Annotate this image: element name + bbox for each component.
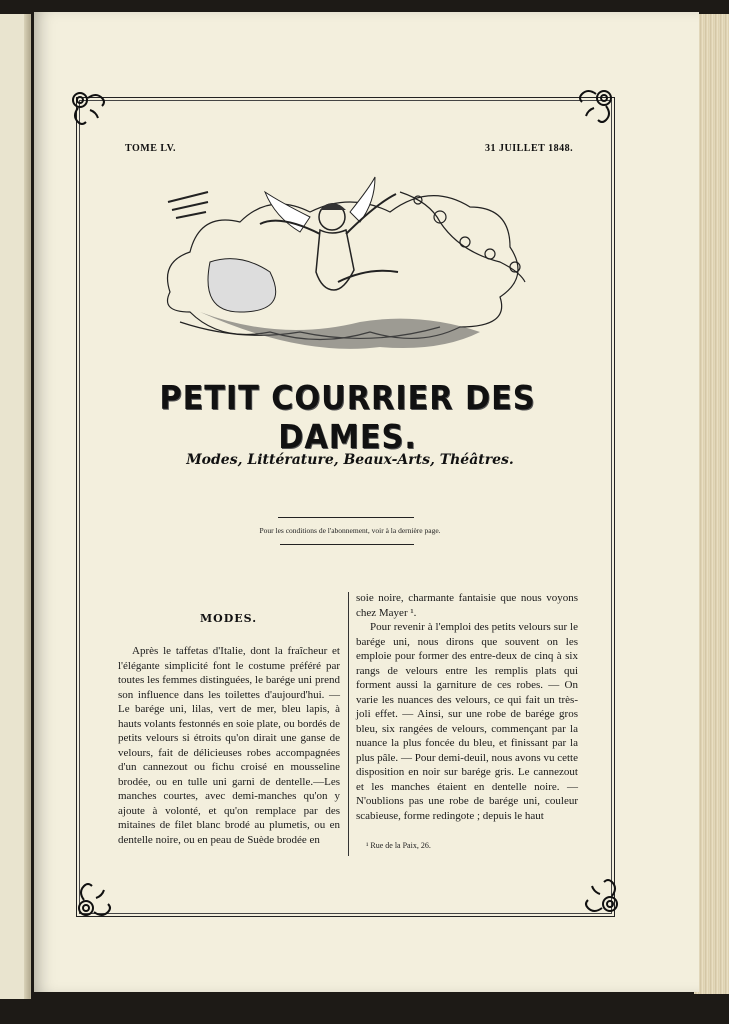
tome-label: TOME LV. [125, 143, 177, 154]
rule-bottom [280, 544, 414, 545]
corner-ornament-bottom-left [72, 876, 120, 924]
footnote: ¹ Rue de la Paix, 26. [366, 841, 431, 850]
section-heading: MODES. [200, 612, 258, 625]
rule-top [278, 517, 414, 518]
corner-ornament-top-left [68, 88, 116, 136]
paragraph: Pour revenir à l'emploi des petits velours sur le barége uni, nous dirons que souvent on les emploie pour former des entre-deux de cinq à six rangs de velours entre les remplis plats qui forment aussi la garniture de ces robes. — On varie les nuances des velours, ce qui fait un très-joli effet. — Ainsi, sur une robe de barége gros bleu, six rangées de velours, commençant par la nuance la plus foncée du bleu, et finissant par la plus pâle. — Pour demi-deuil, nous avons vu cette disposition en noir sur barége gris. Le cannezout et les manches étaient en dentelle noire. — N'oublions pas une robe de barége uni, couleur scabieuse, forme redingote ; depuis le haut [356, 621, 578, 822]
journal-subtitle: Modes, Littérature, Beaux-Arts, Théâtres. [186, 452, 514, 468]
cherub-vignette-illustration [160, 172, 535, 352]
paragraph-continuation: soie noire, charmante fantaisie que nous voyons chez Mayer ¹. [356, 592, 578, 619]
book-page-stack [694, 14, 729, 994]
column-divider [348, 592, 349, 856]
subscription-note: Pour les conditions de l'abonnement, voir à la dernière page. [259, 526, 441, 535]
paragraph: Après le taffetas d'Italie, dont la fraîcheur et l'élégante simplicité font le costume préféré par toutes les femmes distinguées, le barége uni prend son influence dans les toilettes d'aujourd'hui. — Le barége uni, lilas, vert de mer, bleu lapis, à hauts volants festonnés en soie plate, ou bordés de petits velours si étroits qu'on dirait une ganse de velours, fait de délicieuses robes accompagnées d'un cannezout ou fichu croisé en mousseline brodée, ou en tulle uni garni de dentelle.—Les manches courtes, avec demi-manches qu'on y ajoute à volonté, et qu'on remplace par des mitaines de filet blanc brodé au plumetis, ou en dentelle noire, ou en peau de Suède brodée en [118, 645, 340, 846]
article-column-left [118, 644, 340, 847]
facing-page-edge [0, 14, 31, 999]
journal-title: PETIT COURRIER DES DAMES. [159, 378, 536, 456]
corner-ornament-top-right [570, 84, 618, 132]
issue-date: 31 JUILLET 1848. [485, 143, 574, 154]
corner-ornament-bottom-right [580, 872, 628, 920]
article-column-right [356, 591, 578, 823]
